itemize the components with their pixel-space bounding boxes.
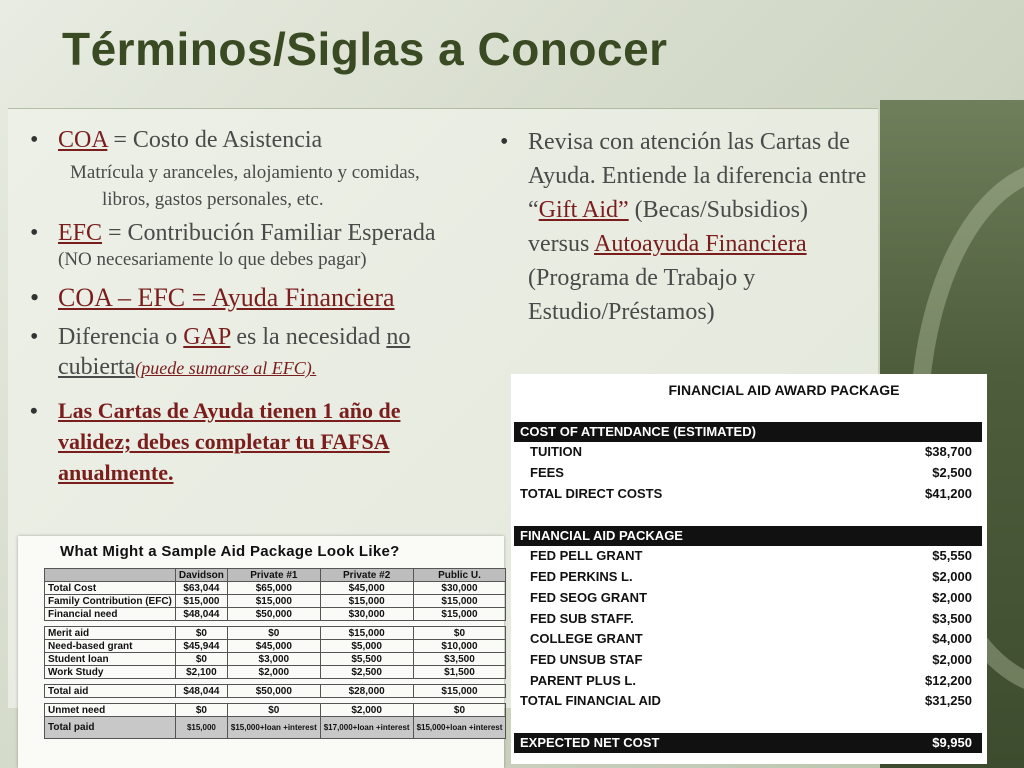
- row-value: $4,000: [932, 631, 972, 646]
- row-label: TOTAL FINANCIAL AID: [520, 693, 661, 708]
- table-row: [45, 627, 506, 640]
- row-label: FED SUB STAFF.: [530, 611, 634, 626]
- bullet-letters: [28, 395, 448, 488]
- letters-text: Las Cartas de Ayuda tienen 1 año de validez; debes completar tu FAFSA anualmente.: [58, 398, 401, 485]
- total-direct-row: [514, 484, 982, 504]
- cell: $0: [175, 653, 227, 666]
- total-aid-row: [514, 691, 982, 711]
- table-header-row: [45, 569, 506, 582]
- row-value: $31,250: [925, 693, 972, 708]
- cell: $30,000: [413, 582, 506, 595]
- net-cost-bar: [514, 733, 982, 753]
- cell: $10,000: [413, 640, 506, 653]
- cell: $0: [175, 627, 227, 640]
- coa-term: COA: [58, 127, 108, 153]
- row-label: FED UNSUB STAF: [530, 652, 643, 667]
- row-label: FED PERKINS L.: [530, 569, 633, 584]
- row-value: $2,000: [932, 652, 972, 667]
- row-label: Need-based grant: [45, 640, 176, 653]
- award-row: [514, 463, 982, 483]
- cell: $15,000: [413, 685, 506, 698]
- row-value: $2,000: [932, 590, 972, 605]
- table-row: [45, 666, 506, 679]
- cell: $45,944: [175, 640, 227, 653]
- review-line3: (Programa de Trabajo y Estudio/Préstamos): [528, 265, 756, 325]
- award-row: [514, 546, 982, 566]
- cell: $45,000: [320, 582, 413, 595]
- cell: $2,000: [227, 666, 320, 679]
- row-value: $5,550: [932, 548, 972, 563]
- row-value: $38,700: [925, 444, 972, 459]
- row-label: TOTAL DIRECT COSTS: [520, 486, 663, 501]
- award-row: [514, 567, 982, 587]
- award-row: [514, 629, 982, 649]
- efc-sub: (NO necesariamente lo que debes pagar): [58, 249, 367, 270]
- right-bullet-list: [498, 125, 868, 329]
- cell: $15,000: [320, 595, 413, 608]
- cell: $2,100: [175, 666, 227, 679]
- gap-term: GAP: [183, 324, 231, 350]
- award-row: [514, 588, 982, 608]
- coa-sub-line2: libros, gastos personales, etc.: [102, 189, 324, 210]
- row-label: Unmet need: [45, 704, 176, 717]
- cell: $15,000: [175, 595, 227, 608]
- cell: $5,500: [320, 653, 413, 666]
- cell: $15,000+loan +interest: [227, 717, 320, 739]
- gap-no: no: [386, 324, 411, 350]
- sample-title: What Might a Sample Aid Package Look Like?: [60, 543, 400, 560]
- coa-sub-line1: Matrícula y aranceles, alojamiento y comidas,: [70, 162, 420, 183]
- row-label: PARENT PLUS L.: [530, 673, 636, 688]
- sample-aid-package-image: [18, 536, 504, 768]
- cell: $0: [175, 704, 227, 717]
- cell: $50,000: [227, 608, 320, 621]
- column-header: Public U.: [413, 569, 506, 582]
- row-label: Work Study: [45, 666, 176, 679]
- row-label: Total Cost: [45, 582, 176, 595]
- gift-aid-term: Gift Aid”: [538, 197, 629, 223]
- left-bullet-list: [28, 125, 508, 488]
- cell: $15,000: [175, 717, 227, 739]
- row-value: $12,200: [925, 673, 972, 688]
- cell: $15,000: [320, 627, 413, 640]
- row-label: FED SEOG GRANT: [530, 590, 648, 605]
- cell: $28,000: [320, 685, 413, 698]
- row-label: Financial need: [45, 608, 176, 621]
- row-label: Student loan: [45, 653, 176, 666]
- table-row: [45, 608, 506, 621]
- column-header: Private #1: [227, 569, 320, 582]
- coa-definition: = Costo de Asistencia: [107, 127, 323, 153]
- gap-pre: Diferencia o: [58, 324, 184, 350]
- bullet-gap: [28, 322, 508, 383]
- cell: $0: [413, 704, 506, 717]
- table-row: [45, 685, 506, 698]
- award-row: [514, 650, 982, 670]
- gap-mid: es la necesidad: [230, 324, 387, 350]
- award-package-image: [511, 374, 987, 764]
- total-paid-row: [45, 717, 506, 739]
- row-label: Total paid: [45, 717, 176, 739]
- gap-note: (puede sumarse al EFC).: [135, 358, 317, 378]
- cell: $15,000: [227, 595, 320, 608]
- row-label: COLLEGE GRANT: [530, 631, 643, 646]
- gap-cubierta: cubierta: [58, 354, 136, 380]
- row-label: FEES: [530, 465, 564, 480]
- cell: $5,000: [320, 640, 413, 653]
- cell: $0: [227, 704, 320, 717]
- cell: $15,000+loan +interest: [413, 717, 506, 739]
- net-label: EXPECTED NET COST: [520, 735, 660, 750]
- cell: $48,044: [175, 608, 227, 621]
- cell: $15,000: [413, 595, 506, 608]
- row-label: TUITION: [530, 444, 582, 459]
- coa-header-bar: COST OF ATTENDANCE (ESTIMATED): [514, 422, 982, 442]
- cell: $15,000: [413, 608, 506, 621]
- cell: $17,000+loan +interest: [320, 717, 413, 739]
- award-row: [514, 609, 982, 629]
- net-value: $9,950: [932, 735, 972, 750]
- page-title: Términos/Siglas a Conocer: [62, 23, 668, 75]
- column-header: Davidson: [175, 569, 227, 582]
- cell: $0: [227, 627, 320, 640]
- row-value: $2,000: [932, 569, 972, 584]
- row-value: $41,200: [925, 486, 972, 501]
- cell: $50,000: [227, 685, 320, 698]
- formula-text: COA – EFC = Ayuda Financiera: [58, 283, 395, 312]
- cell: $2,000: [320, 704, 413, 717]
- header-blank: [45, 569, 176, 582]
- cell: $2,500: [320, 666, 413, 679]
- autoayuda-term: Autoayuda Financiera: [594, 231, 807, 257]
- cell: $65,000: [227, 582, 320, 595]
- column-header: Private #2: [320, 569, 413, 582]
- row-value: $3,500: [932, 611, 972, 626]
- table-row: [45, 640, 506, 653]
- review-line2: (Becas/Subsidios) versus: [528, 197, 808, 257]
- award-title: FINANCIAL AID AWARD PACKAGE: [668, 382, 900, 398]
- review-line1: Revisa con atención las Cartas de Ayuda. Entiende la diferencia entre “: [528, 129, 867, 223]
- cell: $63,044: [175, 582, 227, 595]
- table-row: [45, 582, 506, 595]
- row-value: $2,500: [932, 465, 972, 480]
- award-row: [514, 671, 982, 691]
- bullet-efc: [28, 218, 508, 248]
- row-label: FED PELL GRANT: [530, 548, 643, 563]
- award-row: [514, 442, 982, 462]
- bullet-coa: [28, 125, 508, 155]
- cell: $0: [413, 627, 506, 640]
- sample-table: [44, 568, 506, 739]
- row-label: Family Contribution (EFC): [45, 595, 176, 608]
- table-row: [45, 595, 506, 608]
- table-row: [45, 704, 506, 717]
- cell: $3,000: [227, 653, 320, 666]
- cell: $48,044: [175, 685, 227, 698]
- bullet-review-letters: [498, 125, 868, 329]
- table-row: [45, 653, 506, 666]
- bullet-formula: [28, 282, 508, 314]
- cell: $45,000: [227, 640, 320, 653]
- cell: $30,000: [320, 608, 413, 621]
- efc-term: EFC: [58, 220, 103, 246]
- cell: $3,500: [413, 653, 506, 666]
- efc-definition: = Contribución Familiar Esperada: [102, 220, 436, 246]
- row-label: Merit aid: [45, 627, 176, 640]
- cell: $1,500: [413, 666, 506, 679]
- aid-header-bar: FINANCIAL AID PACKAGE: [514, 526, 982, 546]
- row-label: Total aid: [45, 685, 176, 698]
